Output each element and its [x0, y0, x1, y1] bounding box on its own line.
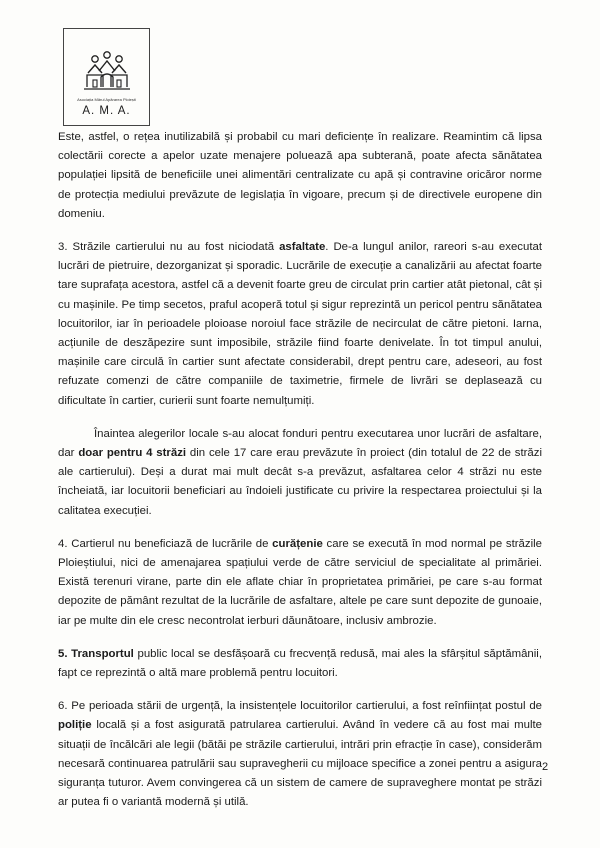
logo-title: A. M. A. [82, 105, 131, 117]
logo-subtitle: Asociația Mărul Apărarea Ploiești [77, 97, 136, 102]
paragraph-intro [58, 128, 542, 224]
page-number: 2 [542, 761, 549, 773]
text-run: care se execută în mod normal pe străzile Ploieștiului, nici de amenajarea spațiului verde de către serviciul de specialitate al primăriei. Există terenuri virane, parte din ele aflate chiar în proprietatea primăriei, pe care s-au format depozite de pământ rezultat de la lucrările de asfaltare, altele pe care sunt depozite de gunoaie, iar pe multe din ele cresc necontrolat ierburi dăunătoare, inclusiv ambrozie. [58, 537, 542, 627]
association-logo [63, 28, 150, 126]
text-run: public local se desfășoară cu frecvență redusă, mai ales la sfârșitul săptămânii, fapt ce reprezintă o altă mare problemă pentru locuitori. [58, 647, 542, 680]
bold-text-run: 5. Transportul [58, 647, 134, 660]
paragraph-transport [58, 645, 542, 683]
text-run: . De-a lungul anilor, rareori s-au executat lucrări de pietruire, dezorganizat și sporadic. Lucrările de execuție a canalizării au afectat foarte tare suprafața acestora, astfel că a devenit foarte greu de circulat prin cartier atât pietonal, cât și cu mașinile. Pe timp secetos, praful acoperă totul și sigur reprezintă un pericol pentru sănătatea locuitorilor, iar în perioadele ploioase noroiul face străzile de necirculat de către pietoni. Iarna, acțiunile de deszăpezire sunt imposibile, străzile fiind foarte denivelate. În tot timpul anului, mașinile care circulă în cartier sunt afectate considerabil, drept pentru care, adeseori, au fost refuzate comenzi de către companiile de taximetrie, firmele de livrări se deplasează cu dificultate în cartier, curierii sunt foarte nemulțumiți. [58, 241, 542, 407]
text-run: din cele 17 care erau prevăzute în proiect (din totalul de 22 de străzi ale cartierului). Deși a durat mai mult decât s-a prevăzut, asfaltarea celor 4 străzi nu este încheiată, iar locuitorii beneficiari au îndoieli justificate cu privire la respectarea proiectului și la calitatea execuției. [58, 447, 542, 517]
text-run: 4. Cartierul nu beneficiază de lucrările de [58, 537, 273, 550]
text-run: Înaintea alegerilor locale s-au alocat fonduri pentru executarea unor lucrări de asfaltare, dar [58, 427, 542, 460]
text-run: locală și a fost asigurată patrularea cartierului. Având în vedere că au fost mai multe situații de încălcări ale legii (bătăi pe străzile cartierului, intrări prin efracție în case), considerăm necesară continuarea patrulării sau supravegherii cu mijloace specifice a zonei pentru a asigura siguranța tuturor. Avem convingerea că un sistem de camere de supraveghere montat pe străzi ar putea fi o variantă modernă și utilă. [58, 719, 542, 809]
text-run: 3. Străzile cartierului nu au fost niciodată [58, 241, 280, 254]
paragraph-cleaning [58, 535, 542, 631]
paragraph-police [58, 697, 542, 812]
text-run: 6. Pe perioada stării de urgență, la insistențele locuitorilor cartierului, a fost reînființat postul de [58, 700, 542, 713]
bold-text-run: poliție [58, 719, 92, 732]
bold-text-run: asfaltate [279, 241, 326, 254]
text-run: Este, astfel, o rețea inutilizabilă și probabil cu mari deficiențe în realizare. Reamintim că lipsa colectării corecte a apelor uzate menajere poluează apa subterană, poate afecta sănătatea populației lipsită de beneficiile unei alimentări centralizate cu apă și contravine oricăror norme de protecția mediului prevăzute de legislația în vigoare, precum și de directivele europene din domeniu. [58, 131, 542, 220]
paragraph-asphalt-funds [58, 425, 542, 521]
document-body [58, 128, 542, 827]
paragraph-streets [58, 238, 542, 411]
bold-text-run: doar pentru 4 străzi [78, 447, 187, 460]
bold-text-run: curățenie [272, 537, 323, 550]
family-houses-icon [82, 51, 132, 95]
